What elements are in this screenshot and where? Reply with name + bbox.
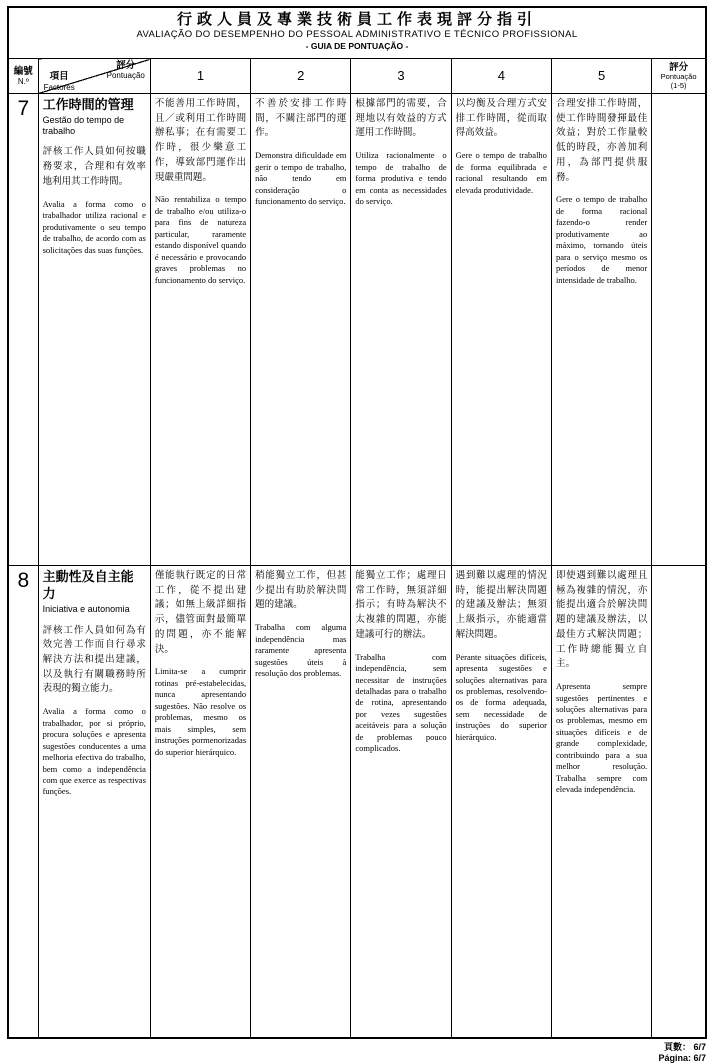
document-title-zh: 行政人員及專業技術員工作表現評分指引 [176, 11, 537, 28]
level-4-cell [451, 94, 551, 566]
level-text-zh: 能獨立工作；處理日常工作時，無須詳細指示；有時為解決不太複雜的問題，亦能建議可行的辦法。 [355, 570, 447, 640]
header-factor-pt: Factores [43, 82, 75, 92]
level-text-pt: Utiliza racionalmente o tempo de trabalho de forma produtiva e tendo em conta as necessidades do serviço. [355, 150, 447, 207]
header-score-label [107, 60, 145, 81]
page-number-pt: Página: 6/7 [658, 1053, 706, 1064]
level-text-pt: Limita-se a cumprir rotinas pré-estabelecidas, nunca apresentando sugestões. Não resolve os problemas, mesmo os mais simples, sem instruções pormenorizadas do superior hierárquico. [154, 666, 247, 757]
scoring-guide-table [7, 6, 707, 1039]
factor-title-pt: Gestão do tempo de trabalho [42, 114, 125, 136]
page-number-zh: 頁數： 6/7 [663, 1041, 706, 1052]
level-text-pt: Trabalha com independência, sem necessitar de instruções detalhadas para o trabalho de rotina, apresentando por vezes sugestões aceitáveis para a solução de problemas pouco complicados. [355, 651, 447, 754]
level-text-zh: 稍能獨立工作，但甚少提出有助於解決問題的建議。 [255, 570, 347, 611]
factor-number: 7 [8, 94, 38, 566]
factor-row-8 [8, 566, 706, 1038]
level-2-cell [251, 566, 351, 1038]
header-number-zh: 編號 [13, 65, 33, 77]
factor-title-zh: 主動性及自主能力 [42, 569, 134, 601]
header-score-pt: Pontuação [106, 71, 145, 81]
level-text-pt: Gere o tempo de trabalho de forma equilibrada e racional resultando em elevada produtividade. [455, 150, 547, 195]
factor-desc-zh: 評核工作人員如何為有效完善工作而自行尋求解決方法和提出建議，以及執行有關職務時所表現的獨立能力。 [42, 624, 146, 695]
factor-number: 8 [8, 566, 38, 1038]
header-score-zh: 評分 [116, 60, 136, 71]
factor-description-cell [38, 94, 150, 566]
header-final-score-pt: Pontuação [660, 72, 697, 82]
level-5-cell [551, 566, 651, 1038]
header-final-score-zh: 評分 [669, 62, 689, 74]
level-text-pt: Trabalha com alguma independência mas raramente apresenta sugestões úteis à resolução dos problemas. [255, 622, 347, 679]
level-2-cell [251, 94, 351, 566]
header-number-pt: N.º [17, 77, 29, 87]
level-text-zh: 根據部門的需要，合理地以有效益的方式運用工作時間。 [355, 98, 447, 139]
level-text-zh: 合理安排工作時間，使工作時間發揮最佳效益；對於工作量較低的時段，亦善加利用，為部門提供服務。 [555, 98, 648, 183]
level-text-pt: Demonstra dificuldade em gerir o tempo de trabalho, não tendo em consideração o funcionamento do serviço. [255, 150, 347, 207]
table-header-row [8, 59, 706, 94]
factor-title-zh: 工作時間的管理 [42, 97, 134, 112]
level-4-cell [451, 566, 551, 1038]
header-level-2: 2 [251, 59, 351, 94]
page-footer [7, 1042, 707, 1064]
header-factor-zh: 項目 [49, 71, 69, 83]
factor-title-pt: Iniciativa e autonomia [42, 603, 130, 614]
level-1-cell [150, 94, 250, 566]
level-text-zh: 即使遇到難以處理且極為複雜的情況，亦能提出適合於解決問題的建議及辦法，以最佳方式解決問題；工作時總能獨立自主。 [555, 570, 648, 670]
level-text-pt: Gere o tempo de trabalho de forma racional fazendo-o render produtivamente ao máximo, tornando úteis para o serviço mesmo os períodos de menor intensidade de trabalho. [555, 194, 648, 285]
level-5-cell [551, 94, 651, 566]
header-level-3: 3 [351, 59, 451, 94]
level-text-zh: 不善於安排工作時間，不關注部門的運作。 [255, 98, 347, 139]
header-factor-label [44, 71, 75, 92]
level-text-pt: Apresenta sempre sugestões pertinentes e soluções alternativas para os problemas, mesmo em situações difíceis e de grande complexidade, contribuindo para a sua melhor resolução. Trabalha sempre com elevada independência. [555, 681, 648, 795]
title-row [8, 7, 706, 59]
document-subtitle: - GUIA DE PONTUAÇÃO - [305, 40, 409, 51]
level-text-zh: 不能善用工作時間，且／或利用工作時間辦私事；在有需要工作時，很少樂意工作，導致部門運作出現嚴重問題。 [154, 98, 247, 183]
level-text-zh: 遇到難以處理的情況時，能提出解決問題的建議及辦法；無須上級指示，亦能適當解決問題。 [455, 570, 547, 640]
factor-desc-pt: Avalia a forma como o trabalhador, por si próprio, procura soluções e apresenta sugestões conducentes a uma melhoria efectiva do trabalho, bem como a independência com que exerce as respectivas funções. [42, 706, 146, 797]
factor-row-7 [8, 94, 706, 566]
header-level-5: 5 [551, 59, 651, 94]
level-3-cell [351, 94, 451, 566]
level-text-zh: 僅能執行既定的日常工作，從不提出建議；如無上級詳細指示，儘管面對最簡單的問題，亦不能解決。 [154, 570, 247, 655]
score-entry-cell [652, 566, 706, 1038]
score-entry-cell [652, 94, 706, 566]
level-text-pt: Perante situações difíceis, apresenta sugestões e soluções alternativas para os problemas, resolvendo-os de forma adequada, sem necessidade de instruções do superior hierárquico. [455, 651, 547, 742]
header-level-4: 4 [451, 59, 551, 94]
header-number-cell [8, 59, 38, 94]
header-diagonal-cell [38, 59, 150, 94]
title-block [8, 7, 706, 59]
factor-desc-zh: 評核工作人員如何按職務要求，合理和有效率地利用其工作時間。 [42, 146, 146, 187]
level-text-pt: Não rentabiliza o tempo de trabalho e/ou utiliza-o para fins de natureza particular, raramente estando disponível quando é necessário e provocando graves problemas no funcionamento do serviço. [154, 194, 247, 285]
document-title-pt: AVALIAÇÃO DO DESEMPENHO DO PESSOAL ADMINISTRATIVO E TÉCNICO PROFISSIONAL [136, 29, 578, 40]
factor-description-cell [38, 566, 150, 1038]
level-1-cell [150, 566, 250, 1038]
factor-desc-pt: Avalia a forma como o trabalhador utiliza racional e produtivamente o seu tempo de trabalho, de acordo com as solicitações das suas funções. [42, 198, 146, 255]
level-3-cell [351, 566, 451, 1038]
header-final-score-cell [652, 59, 706, 94]
header-final-score-range: (1-5) [670, 80, 687, 90]
level-text-zh: 以均衡及合理方式安排工作時間，從而取得高效益。 [455, 98, 547, 139]
header-level-1: 1 [150, 59, 250, 94]
